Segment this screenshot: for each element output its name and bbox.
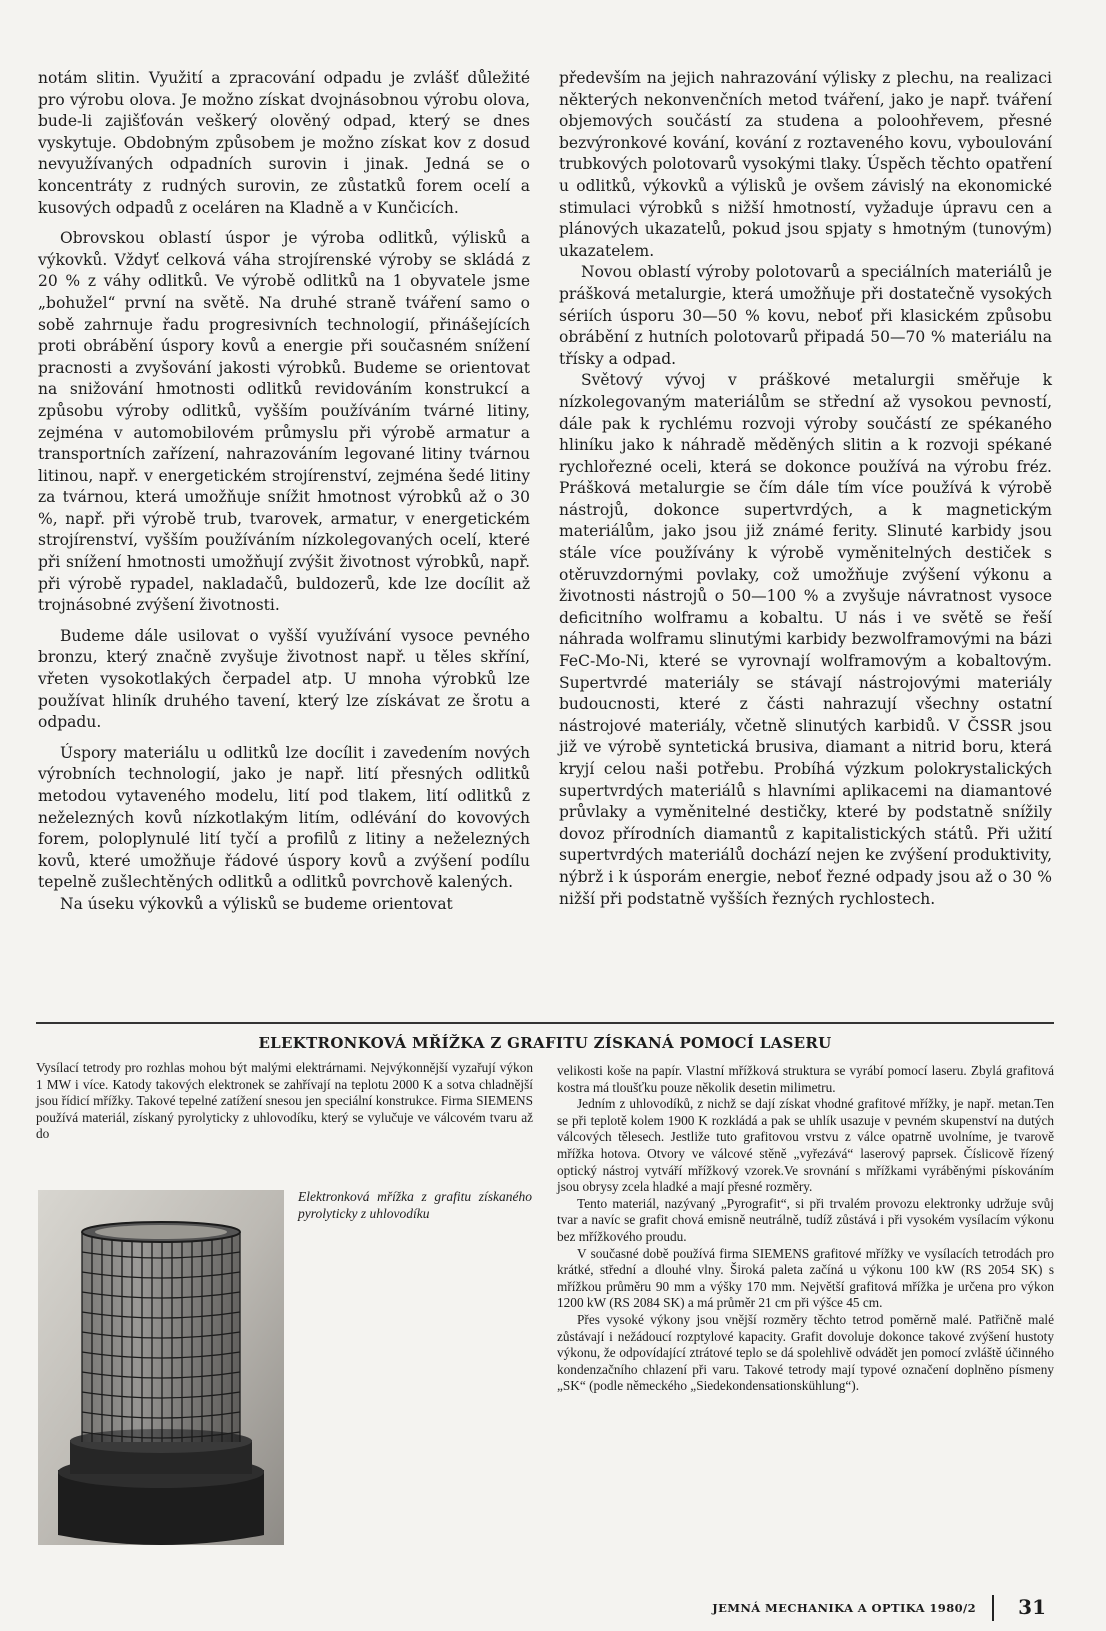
left-column bbox=[38, 68, 530, 916]
paragraph: velikosti koše na papír. Vlastní mřížková struktura se vyrábí pomocí laseru. Zbylá grafitová kostra má tloušťku pouze několik desetin milimetru. bbox=[557, 1063, 1054, 1095]
page-number: 31 bbox=[1018, 1595, 1046, 1619]
article-left-column bbox=[36, 1060, 533, 1143]
paragraph: Úspory materiálu u odlitků lze docílit i zavedením nových výrobních technologií, jako je např. lití přesných odlitků metodou vytaveného modelu, lití pod tlakem, lití odlitků z neželezných kovů nízkotlakým litím, odlévání do kovových forem, poloplynulé lití tyčí a profilů z litiny a neželezných kovů, které umožňuje řádové úspory kovů a zvýšení podílu tepelně zušlechtěných odlitků a odlitků povrchově kalených. bbox=[38, 743, 530, 892]
paragraph: notám slitin. Využití a zpracování odpadu je zvlášť důležité pro výrobu olova. Je možno získat dvojnásobnou výrobu olova, bude-li zajišťován veškerý olověný odpad, který se dnes vyskytuje. Obdobným způsobem je možno získat kov z dosud nevyužívaných odpadních surovin i jinak. Jedná se o koncentráty z rudných surovin, ze zůstatků forem ocelí a kusových odpadů z oceláren na Kladně a v Kunčicích. bbox=[38, 69, 530, 217]
photo-caption: Elektronková mřížka z grafitu získaného pyrolyticky z uhlovodíku bbox=[298, 1189, 532, 1221]
paragraph: především na jejich nahrazování výlisky z plechu, na realizaci některých nekonvenčních metod tváření, jako je např. tváření objemových součástí za studena a poloohřevem, přesné bezvýronkové kování, kování z roztaveného kovu, vyboulování trubkových polotovarů vysokými tlaky. Úspěch těchto opatření u odlitků, výkovků a výlisků je ovšem závislý na ekonomické stimulaci výrobků s nižší hmotností, vyžaduje úpravu cen a plánových ukazatelů, pokud jsou spjaty s hmotným (tunovým) ukazatelem. bbox=[559, 69, 1052, 260]
paragraph: V současné době používá firma SIEMENS grafitové mřížky ve vysílacích tetrodách pro krátké, střední a dlouhé vlny. Široká paleta začíná u výkonu 100 kW (RS 2054 SK) s mřížkou průměru 90 mm a výšky 170 mm. Největší grafitová mřížka je určena pro výkon 1200 kW (RS 2084 SK) a má průměr 21 cm při výšce 45 cm. bbox=[557, 1245, 1054, 1311]
grid-cylinder-photo bbox=[38, 1190, 284, 1545]
paragraph: Jedním z uhlovodíků, z nichž se dají získat vhodné grafitové mřížky, je např. metan.Ten se při teplotě kolem 1900 K rozkládá a pak se uhlík usazuje v pevném skupenství na dutých válcových tělesech. Jestliže tuto grafitovou vrstvu z válce opatrně uvolníme, je tvarově mřížka hotova. Otvory ve válcové stěně „vyřezává“ laserový paprsek. Číslicově řízený optický nástroj vytváří mřížkový vzorek.Ve srovnání s mřížkami vyráběnými pískováním jsou obrysy zcela hladké a mají přesné rozměry. bbox=[557, 1096, 1054, 1195]
article-right-column bbox=[557, 1063, 1054, 1395]
paragraph: Novou oblastí výroby polotovarů a speciálních materiálů je prášková metalurgie, která umožňuje při dostatečně vysokých sériích úsporu 30—50 % kovu, neboť při klasickém způsobu obrábění z hutních polotovarů připadá 50—70 % materiálu na třísky a odpad. bbox=[559, 263, 1052, 368]
page-footer bbox=[712, 1595, 1046, 1621]
paragraph: Světový vývoj v práškové metalurgii směřuje k nízkolegovaným materiálům se střední až vysokou pevností, dále pak k rychlému rozvoji výroby součástí ze spékaného hliníku jako k náhradě měděných slitin a k rozvoji spékané rychlořezné oceli, která se dokonce používá na výrobu fréz. Prášková metalurgie se čím dále tím více používá k výrobě nástrojů, dokonce supertvrdých, a k magnetickým materiálům, jako jsou již známé ferity. Slinuté karbidy jsou stále více používány k výrobě vyměnitelných destiček s otěruvzdornými povlaky, což umožňuje zvýšení výkonu a životnosti nástrojů o 50—100 % a zvyšuje návratnost vysoce deficitního wolframu a kobaltu. U nás i ve světě se řeší náhrada wolframu slinutými karbidy bezwolframovými na bázi FeC-Mo-Ni, které se vyrovnají wolframovým a kobaltovým. Supertvrdé materiály se stávají nástrojovými materiály budoucnosti, které z části nahrazují všechny ostatní nástrojové materiály, včetně slinutých karbidů. V ČSSR jsou již ve výrobě syntetická brusiva, diamant a nitrid boru, která kryjí celou naši potřebu. Probíhá výzkum polokrystalických supertvrdých materiálů s hlavními aplikacemi na diamantové průvlaky a vyměnitelné destičky, které by podstatně snížily dovoz přírodních diamantů z kapitalistických států. Při užití supertvrdých materiálů dochází nejen ke zvýšení produktivity, nýbrž i k úsporám energie, neboť řezné odpady jsou až o 30 % nižší při podstatně vyšších řezných rychlostech. bbox=[559, 371, 1052, 908]
paragraph: Obrovskou oblastí úspor je výroba odlitků, výlisků a výkovků. Vždyť celková váha strojírenské výroby se skládá z 20 % z váhy odlitků. Ve výrobě odlitků na 1 obyvatele jsme „bohužel“ první na světě. Na druhé straně tváření samo o sobě zahrnuje řadu progresivních technologií, přinášejících proti obrábění úspory kovů a energie při současném snížení pracnosti a zvyšování jakosti výrobků. Budeme se orientovat na snižování hmotnosti odlitků revidováním konstrukcí a způsobu výroby odlitků, vyšším používáním tvárné litiny, zejména v automobilovém průmyslu při výrobě armatur a transportních zařízení, nahrazováním legované litiny tvárnou litinou, např. v energetickém strojírenství, zejména šedé litiny za tvárnou, která umožňuje snížit hmotnost výrobků až o 30 %, např. při výrobě trub, tvarovek, armatur, v energetickém strojírenství, vyšším používáním nízkolegovaných ocelí, které při snížení hmotnosti umožňují zvýšit životnost výrobků, např. při výrobě rypadel, nakladačů, buldozerů, kde lze docílit až trojnásobné zvýšení životnosti. bbox=[38, 229, 530, 615]
paragraph: Přes vysoké výkony jsou vnější rozměry těchto tetrod poměrně malé. Patřičně malé zůstávají i nežádoucí rozptylové kapacity. Grafit dovoluje dokonce takové zvýšení hustoty výkonu, že odpovídající ztrátové teplo se dá spolehlivě odvádět jen pomocí zvláště účinného kondenzačního chlazení při varu. Takové tetrody mají typové označení doplněno písmeny „SK“ (podle německého „Siedekondensationskühlung“). bbox=[557, 1311, 1054, 1394]
section-divider bbox=[36, 1022, 1054, 1024]
footer-separator bbox=[992, 1595, 994, 1621]
paragraph: Vysílací tetrody pro rozhlas mohou být malými elektrárnami. Nejvýkonnější vyzařují výkon 1 MW i více. Katody takových elektronek se zahřívají na teplotu 2000 K a sotva chladnější jsou řídicí mřížky. Takové tepelné zatížení snesou jen speciální konstrukce. Firma SIEMENS používá materiál, získaný pyrolyticky z uhlovodíku, který se vylučuje ve válcovém tvaru až do bbox=[36, 1060, 533, 1142]
journal-name: JEMNÁ MECHANIKA A OPTIKA 1980/2 bbox=[712, 1601, 976, 1615]
paragraph: Na úseku výkovků a výlisků se budeme orientovat bbox=[60, 894, 453, 913]
right-column bbox=[559, 68, 1052, 910]
article-title: ELEKTRONKOVÁ MŘÍŽKA Z GRAFITU ZÍSKANÁ POMOCÍ LASERU bbox=[258, 1034, 832, 1052]
paragraph: Tento materiál, nazývaný „Pyrografit“, si při trvalém provozu elektronky udržuje svůj tvar a navíc se grafit chová emisně neutrálně, tudíž zůstává i při vysokém vysílacím výkonu bez mřížkového proudu. bbox=[557, 1195, 1054, 1244]
paragraph: Budeme dále usilovat o vyšší využívání vysoce pevného bronzu, který značně zvyšuje životnost např. u těles skříní, vřeten vysokotlakých čerpadel atp. U mnoha výrobků lze používat hliník druhého tavení, který lze získávat ze šrotu a odpadu. bbox=[38, 626, 530, 732]
